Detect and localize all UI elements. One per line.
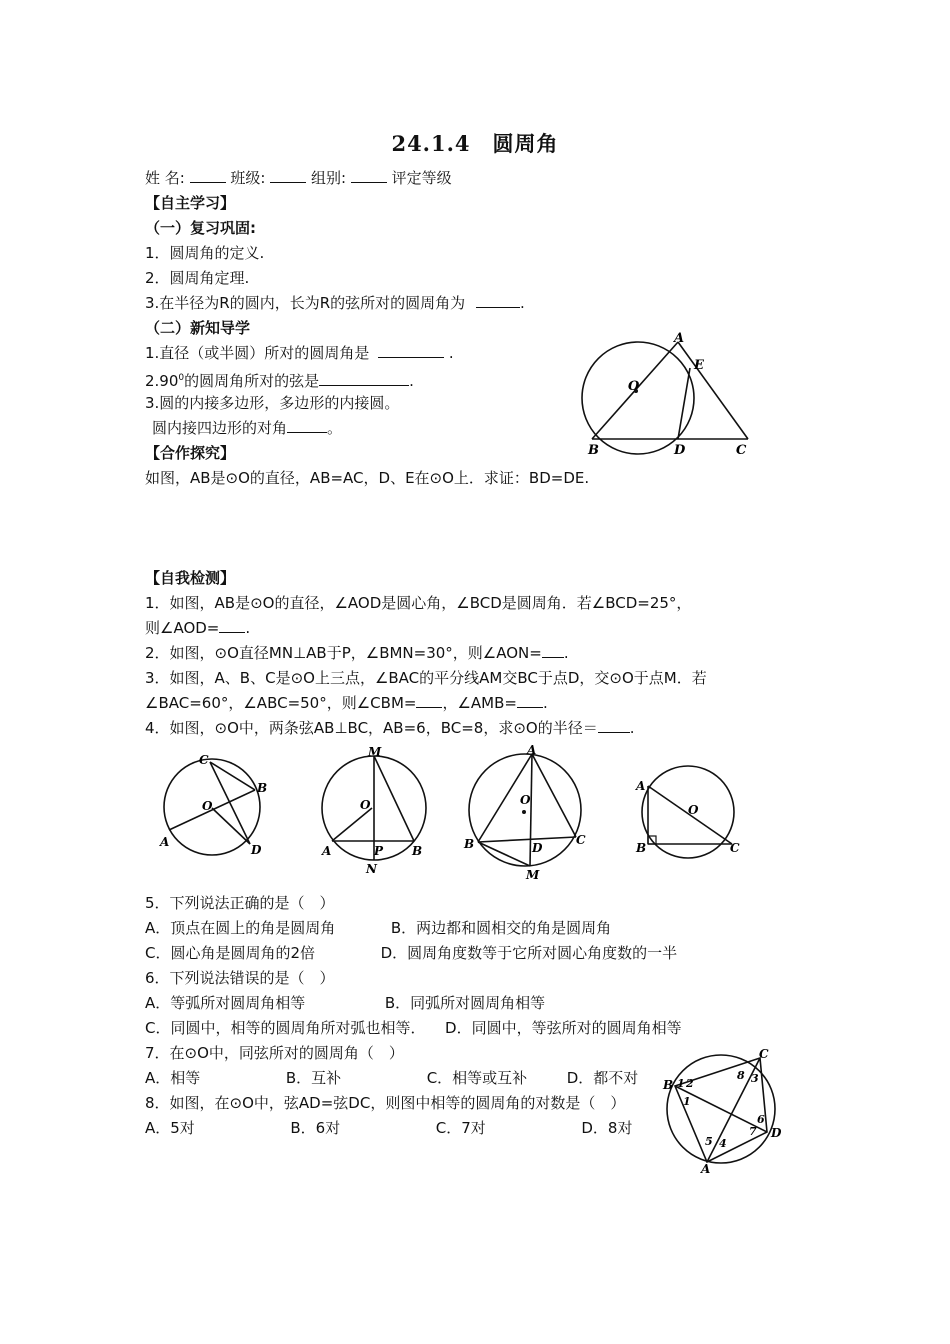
q6-option-a[interactable]: A．等弧所对圆周角相等 (145, 994, 306, 1012)
section-self-study: 【自主学习】 (145, 194, 236, 212)
review-item-1: 1．圆周角的定义. (145, 244, 265, 262)
new-item-2 (145, 368, 414, 391)
fig2-label-m: M (368, 746, 382, 759)
review-item-3-text: 3.在半径为R的圆内，长为R的弦所对的圆周角为 (145, 294, 466, 312)
fig4-label-o: O (688, 803, 699, 817)
fig1-label-b: B (257, 781, 268, 795)
label-o: O (628, 379, 640, 394)
fig2-label-p: P (374, 844, 384, 858)
new-item-1-blank[interactable] (378, 343, 444, 358)
test-q3-line1: 3．如图，A、B、C是⊙O上三点，∠BAC的平分线AM交BC于点D，交⊙O于点M．若 (145, 669, 707, 687)
fig8-label-angle-2: 2 (686, 1077, 694, 1090)
q6-option-c[interactable]: C．同圆中，相等的圆周角所对弧也相等． (145, 1019, 426, 1037)
fig8-label-a: A (701, 1162, 711, 1175)
q5-option-d[interactable]: D．圆周角度数等于它所对圆心角度数的一半 (380, 944, 678, 962)
q6-options-ab (145, 993, 545, 1013)
q2-end: . (563, 644, 569, 662)
review-item-3-blank[interactable] (476, 293, 520, 308)
q2-blank[interactable] (542, 643, 564, 658)
name-blank[interactable] (190, 168, 226, 183)
q5-option-a[interactable]: A．顶点在圆上的角是圆周角 (145, 919, 336, 937)
q7-option-c[interactable]: C．相等或互补 (426, 1069, 528, 1087)
fig2-label-n: N (366, 862, 377, 876)
new-item-1-end: . (448, 344, 454, 362)
new-item-2-end: . (409, 372, 414, 390)
q8-option-d[interactable]: D．8对 (581, 1119, 633, 1137)
fig3-label-c: C (576, 833, 586, 847)
fig8-label-5: 5 (705, 1135, 713, 1148)
q8-option-b[interactable]: B．6对 (290, 1119, 341, 1137)
fig8-label-6: 6 (757, 1113, 765, 1126)
q5-option-c[interactable]: C．圆心角是圆周角的2倍 (145, 944, 316, 962)
q6-option-d[interactable]: D．同圆中，等弦所对的圆周角相等 (445, 1019, 682, 1037)
group-blank[interactable] (351, 168, 387, 183)
class-label: 班级: (230, 169, 266, 187)
q8-option-c[interactable]: C．7对 (435, 1119, 486, 1137)
q5-options-cd (145, 943, 677, 963)
label-e: E (694, 358, 704, 373)
fig1-label-d: D (251, 843, 262, 857)
page-title: 24.1.4 圆周角 (391, 131, 559, 156)
new-item-2-blank[interactable] (319, 371, 409, 386)
fig3-label-d: D (532, 841, 543, 855)
fig8-label-7: 7 (749, 1125, 757, 1138)
q8-options (145, 1118, 632, 1138)
fig2-segment-ao (332, 808, 372, 841)
q5-option-b[interactable]: B．两边都和圆相交的角是圆周角 (390, 919, 612, 937)
q4-blank[interactable] (598, 718, 630, 733)
main-circle-figure (570, 328, 760, 460)
q7-option-d[interactable]: D．都不对 (566, 1069, 639, 1087)
section-cooperation: 【合作探究】 (145, 444, 236, 462)
fig8-label-angle-1: 1 (677, 1077, 685, 1090)
new-item-4-end: 。 (327, 419, 343, 437)
fig2-label-o: O (360, 798, 371, 812)
main-circle (582, 342, 694, 454)
fig3-segment-ac (532, 754, 576, 837)
fig8-label-8: 8 (737, 1069, 745, 1082)
q7-options (145, 1068, 638, 1088)
fig4-label-b: B (636, 841, 647, 855)
q7-option-a[interactable]: A．相等 (145, 1069, 201, 1087)
new-item-4-blank[interactable] (287, 418, 327, 433)
label-c: C (736, 443, 747, 458)
fig2-label-a: A (322, 844, 332, 858)
q3-text-b: ，∠AMB= (442, 694, 517, 712)
figure-q8 (655, 1045, 790, 1175)
fig8-label-d: D (771, 1126, 782, 1140)
test-q1-line1: 1．如图，AB是⊙O的直径，∠AOD是圆心角，∠BCD是圆周角．若∠BCD=25°， (145, 594, 692, 612)
figure-q4 (628, 762, 748, 872)
new-item-4 (152, 418, 342, 438)
new-item-2-text: 2.90 (145, 372, 179, 390)
figure-q3 (458, 742, 593, 882)
q4-text: 4．如图，⊙O中，两条弦AB⊥BC，AB=6，BC=8，求⊙O的半径＝ (145, 719, 598, 737)
new-item-1 (145, 343, 454, 363)
q1-blank[interactable] (219, 618, 245, 633)
q4-end: . (629, 719, 635, 737)
student-info-line (145, 168, 452, 188)
q6: 6．下列说法错误的是（ ） (145, 969, 335, 987)
test-q2 (145, 643, 569, 663)
section-new-knowledge: （二）新知导学 (145, 319, 251, 337)
q1-end: . (245, 619, 251, 637)
fig8-label-3: 3 (751, 1072, 759, 1085)
degree-superscript: 0 (178, 373, 185, 383)
q7: 7．在⊙O中，同弦所对的圆周角（ ） (145, 1044, 404, 1062)
fig8-label-4: 4 (719, 1137, 727, 1150)
fig4-label-c: C (730, 841, 740, 855)
section-self-test: 【自我检测】 (145, 569, 236, 587)
review-item-3-end: . (519, 294, 525, 312)
class-blank[interactable] (270, 168, 306, 183)
fig3-label-o: O (520, 793, 531, 807)
q6-option-b[interactable]: B．同弧所对圆周角相等 (384, 994, 546, 1012)
fig1-label-o: O (202, 799, 213, 813)
q1-text: 则∠AOD= (145, 619, 220, 637)
fig8-label-b: B (663, 1078, 674, 1092)
q3-blank-1[interactable] (416, 693, 442, 708)
review-item-3 (145, 293, 525, 313)
review-item-2: 2．圆周角定理. (145, 269, 250, 287)
q8: 8．如图，在⊙O中，弦AD=弦DC，则图中相等的圆周角的对数是（ ） (145, 1094, 626, 1112)
figure-q2 (312, 746, 437, 876)
q2-text: 2．如图，⊙O直径MN⊥AB于P，∠BMN=30°，则∠AON= (145, 644, 542, 662)
fig1-label-c: C (199, 753, 209, 767)
fig3-label-a: A (527, 743, 537, 757)
label-a: A (674, 331, 685, 346)
q8-option-a[interactable]: A．5对 (145, 1119, 195, 1137)
fig1-segment-od (212, 808, 250, 844)
q6-options-cd (145, 1018, 682, 1038)
section-review: （一）复习巩固: (145, 219, 256, 237)
test-q4 (145, 718, 634, 738)
coop-problem: 如图，AB是⊙O的直径，AB=AC，D、E在⊙O上．求证：BD=DE. (145, 469, 590, 487)
figure-q1 (155, 752, 275, 862)
fig3-center (522, 810, 526, 814)
fig3-label-b: B (464, 837, 475, 851)
q3-text-a: ∠BAC=60°，∠ABC=50°，则∠CBM= (145, 694, 417, 712)
name-label: 姓 名: (145, 169, 185, 187)
q3-end: . (542, 694, 548, 712)
q7-option-b[interactable]: B．互补 (285, 1069, 342, 1087)
test-q1-line2 (145, 618, 250, 638)
q5-options-ab (145, 918, 611, 938)
fig4-label-a: A (636, 779, 646, 793)
label-d: D (674, 443, 686, 458)
fig8-label-angle-1-lower: 1 (683, 1095, 691, 1108)
test-q3-line2 (145, 693, 548, 713)
fig3-segment-bc (478, 837, 576, 842)
group-label: 组别: (311, 169, 347, 187)
new-item-3: 3.圆的内接多边形，多边形的内接圆。 (145, 394, 400, 412)
fig3-circle (469, 754, 581, 866)
fig8-label-c: C (759, 1047, 769, 1061)
grade-label: 评定等级 (391, 169, 452, 187)
new-item-1-text: 1.直径（或半圆）所对的圆周角是 (145, 344, 370, 362)
fig1-label-a: A (160, 835, 170, 849)
q5: 5．下列说法正确的是（ ） (145, 894, 335, 912)
q3-blank-2[interactable] (517, 693, 543, 708)
new-item-2-text-b: 的圆周角所对的弦是 (184, 372, 320, 390)
new-item-4-text: 圆内接四边形的对角 (152, 419, 288, 437)
segment-ac (678, 342, 748, 439)
fig3-label-m: M (526, 868, 540, 882)
fig2-label-b: B (412, 844, 423, 858)
label-b: B (588, 443, 599, 458)
segment-de (678, 368, 690, 439)
